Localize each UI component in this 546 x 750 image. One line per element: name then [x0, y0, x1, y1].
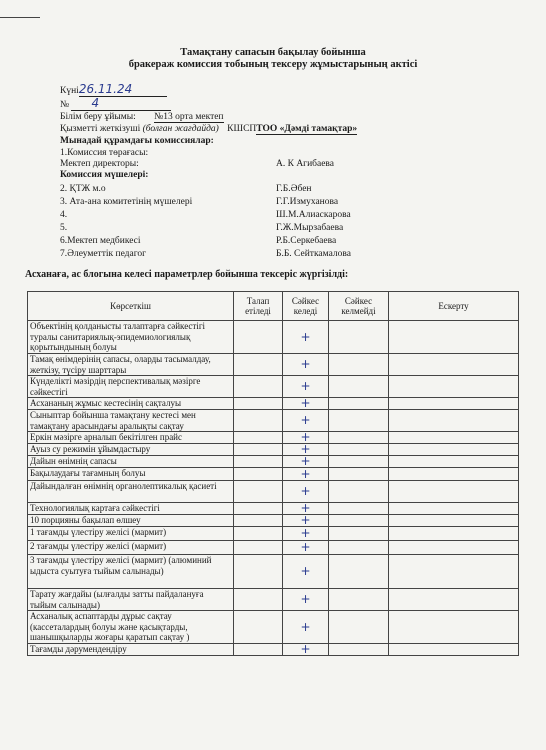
noncompliant-cell — [329, 527, 389, 541]
noncompliant-cell — [329, 354, 389, 376]
noncompliant-cell — [329, 456, 389, 468]
compliant-mark: + — [283, 611, 329, 644]
indicator-cell: Дайын өнімнің сапасы — [28, 456, 234, 468]
compliant-mark: + — [283, 321, 329, 354]
required-cell — [234, 503, 283, 515]
required-cell — [234, 410, 283, 432]
note-cell — [389, 589, 519, 611]
compliant-mark: + — [283, 468, 329, 481]
member-name: Г.Г.Измуханова — [276, 197, 339, 207]
chair-role: Мектеп директоры: — [60, 159, 139, 169]
member-role: 4. — [60, 210, 68, 220]
noncompliant-cell — [329, 541, 389, 555]
number-row — [60, 96, 171, 111]
required-cell — [234, 321, 283, 354]
column-header-note: Ескерту — [389, 292, 519, 321]
org-label: Білім беру ұйымы: — [60, 112, 136, 122]
supplier-prefix: КШСП — [227, 124, 257, 134]
table-row — [28, 354, 519, 376]
table-row — [28, 432, 519, 444]
note-cell — [389, 527, 519, 541]
org-value: №13 орта мектеп — [154, 112, 224, 122]
table-row — [28, 503, 519, 515]
note-cell — [389, 432, 519, 444]
date-row — [60, 82, 167, 97]
indicator-cell: Технологиялық картаға сәйкестігі — [28, 503, 234, 515]
member-name: Р.Б.Серкебаева — [276, 236, 337, 246]
indicator-cell: Тамақ өнімдерінің сапасы, оларды тасымалдау, жеткізу, түсіру шарттары — [28, 354, 234, 376]
supplier-value: ТОО «Дәмді тамақтар» — [256, 124, 358, 134]
table-row — [28, 468, 519, 481]
table-row — [28, 589, 519, 611]
note-cell — [389, 481, 519, 503]
member-name: Ш.М.Алиаскарова — [276, 210, 351, 220]
noncompliant-cell — [329, 410, 389, 432]
note-cell — [389, 555, 519, 589]
member-role: 2. ҚТЖ м.о — [60, 184, 106, 194]
required-cell — [234, 644, 283, 656]
noncompliant-cell — [329, 444, 389, 456]
note-cell — [389, 503, 519, 515]
noncompliant-cell — [329, 555, 389, 589]
noncompliant-cell — [329, 589, 389, 611]
supplier-note: (болған жағдайда) — [142, 124, 219, 134]
table-row — [28, 644, 519, 656]
indicator-cell: Асханалық аспаптарды дұрыс сақтау (кассеталардың болуы және қасықтарды, шанышқыларды жоғары қаратып сақтау ) — [28, 611, 234, 644]
indicator-cell: Тарату жағдайы (ылғалды затты пайдалануға тыйым салынады) — [28, 589, 234, 611]
date-label: Күні — [60, 86, 79, 96]
note-cell — [389, 541, 519, 555]
member-role: 5. — [60, 223, 68, 233]
top-rule — [0, 17, 40, 18]
indicator-cell: Ауыз су режимін ұйымдастыру — [28, 444, 234, 456]
member-role: 7.Әлеуметтік педагог — [60, 249, 147, 259]
noncompliant-cell — [329, 503, 389, 515]
note-cell — [389, 321, 519, 354]
note-cell — [389, 515, 519, 527]
required-cell — [234, 541, 283, 555]
note-cell — [389, 376, 519, 398]
date-value: 26.11.24 — [79, 82, 167, 97]
indicator-cell: 10 порцияны бақылап өлшеу — [28, 515, 234, 527]
table-row — [28, 611, 519, 644]
noncompliant-cell — [329, 515, 389, 527]
required-cell — [234, 398, 283, 410]
member-role: 6.Мектеп медбикесі — [60, 236, 141, 246]
compliant-mark: + — [283, 456, 329, 468]
commission-heading: Мынадай құрамдағы комиссиялар: — [60, 136, 214, 146]
required-cell — [234, 589, 283, 611]
indicator-cell: 1 тағамды үлестіру желісі (мармит) — [28, 527, 234, 541]
indicator-cell: Сыныптар бойынша тамақтану кестесі мен тамақтану арасындағы аралықты сақтау — [28, 410, 234, 432]
document-title-line2: бракераж комиссия тобының тексеру жұмыстарының актісі — [128, 59, 418, 70]
supplier-row — [60, 124, 357, 135]
indicator-cell: Бақылаудағы тағамның болуы — [28, 468, 234, 481]
member-name: Г.Б.Әбен — [276, 184, 312, 194]
required-cell — [234, 611, 283, 644]
required-cell — [234, 481, 283, 503]
noncompliant-cell — [329, 398, 389, 410]
column-header-noncompliant: Сәйкес келмейді — [329, 292, 389, 321]
members-heading: Комиссия мүшелері: — [60, 170, 149, 180]
chair-name: А. К Агибаева — [276, 159, 335, 169]
table-row — [28, 541, 519, 555]
compliant-mark: + — [283, 398, 329, 410]
indicator-cell: Күнделікті мәзірдің перспективалық мәзірге сәйкестігі — [28, 376, 234, 398]
indicator-cell: Асхананың жұмыс кестесінің сақталуы — [28, 398, 234, 410]
member-name: Г.Ж.Мырзабаева — [276, 223, 344, 233]
column-header-compliant: Сәйкес келеді — [283, 292, 329, 321]
noncompliant-cell — [329, 468, 389, 481]
table-row — [28, 456, 519, 468]
number-label: № — [60, 100, 70, 110]
required-cell — [234, 444, 283, 456]
required-cell — [234, 555, 283, 589]
section-title: Асханаға, ас блогына келесі параметрлер бойынша тексеріс жүргізілді: — [25, 269, 349, 280]
column-header-required: Талап етіледі — [234, 292, 283, 321]
compliant-mark: + — [283, 527, 329, 541]
table-header-row — [28, 292, 519, 321]
compliant-mark: + — [283, 354, 329, 376]
inspection-table — [27, 291, 519, 656]
number-value: 4 — [71, 96, 171, 111]
noncompliant-cell — [329, 481, 389, 503]
required-cell — [234, 515, 283, 527]
note-cell — [389, 611, 519, 644]
indicator-cell: Дайындалған өнімнің органолептикалық қасиеті — [28, 481, 234, 503]
table-row — [28, 444, 519, 456]
indicator-cell: 2 тағамды үлестіру желісі (мармит) — [28, 541, 234, 555]
noncompliant-cell — [329, 376, 389, 398]
table-row — [28, 376, 519, 398]
compliant-mark: + — [283, 410, 329, 432]
compliant-mark: + — [283, 432, 329, 444]
note-cell — [389, 644, 519, 656]
required-cell — [234, 527, 283, 541]
indicator-cell: Тағамды дәрумендендіру — [28, 644, 234, 656]
table-row — [28, 515, 519, 527]
table-row — [28, 527, 519, 541]
required-cell — [234, 456, 283, 468]
noncompliant-cell — [329, 321, 389, 354]
indicator-cell: Еркін мәзірге арналып бекітілген прайс — [28, 432, 234, 444]
indicator-cell: 3 тағамды үлестіру желісі (мармит) (алюминий ыдыста суытуға тыйым салынады) — [28, 555, 234, 589]
required-cell — [234, 468, 283, 481]
indicator-cell: Объектінің қолданысты талаптарға сәйкестігі туралы санитариялық-эпидемиологиялық қорытындының болуы — [28, 321, 234, 354]
supplier-label: Қызметті жеткізуші — [60, 124, 141, 134]
required-cell — [234, 432, 283, 444]
compliant-mark: + — [283, 555, 329, 589]
column-header-indicator: Көрсеткіш — [28, 292, 234, 321]
compliant-mark: + — [283, 503, 329, 515]
chair-heading: 1.Комиссия төрағасы: — [60, 148, 149, 158]
compliant-mark: + — [283, 481, 329, 503]
noncompliant-cell — [329, 611, 389, 644]
note-cell — [389, 444, 519, 456]
table-row — [28, 481, 519, 503]
member-role: 3. Ата-ана комитетінің мүшелері — [60, 197, 193, 207]
note-cell — [389, 468, 519, 481]
noncompliant-cell — [329, 432, 389, 444]
note-cell — [389, 354, 519, 376]
compliant-mark: + — [283, 541, 329, 555]
table-row — [28, 321, 519, 354]
compliant-mark: + — [283, 644, 329, 656]
compliant-mark: + — [283, 376, 329, 398]
note-cell — [389, 410, 519, 432]
note-cell — [389, 398, 519, 410]
compliant-mark: + — [283, 444, 329, 456]
table-row — [28, 555, 519, 589]
org-row — [60, 112, 224, 123]
noncompliant-cell — [329, 644, 389, 656]
document-title-line1: Тамақтану сапасын бақылау бойынша — [180, 47, 366, 58]
compliant-mark: + — [283, 589, 329, 611]
required-cell — [234, 354, 283, 376]
table-row — [28, 410, 519, 432]
member-name: Б.Б. Сейткамалова — [276, 249, 351, 259]
table-row — [28, 398, 519, 410]
note-cell — [389, 456, 519, 468]
required-cell — [234, 376, 283, 398]
compliant-mark: + — [283, 515, 329, 527]
